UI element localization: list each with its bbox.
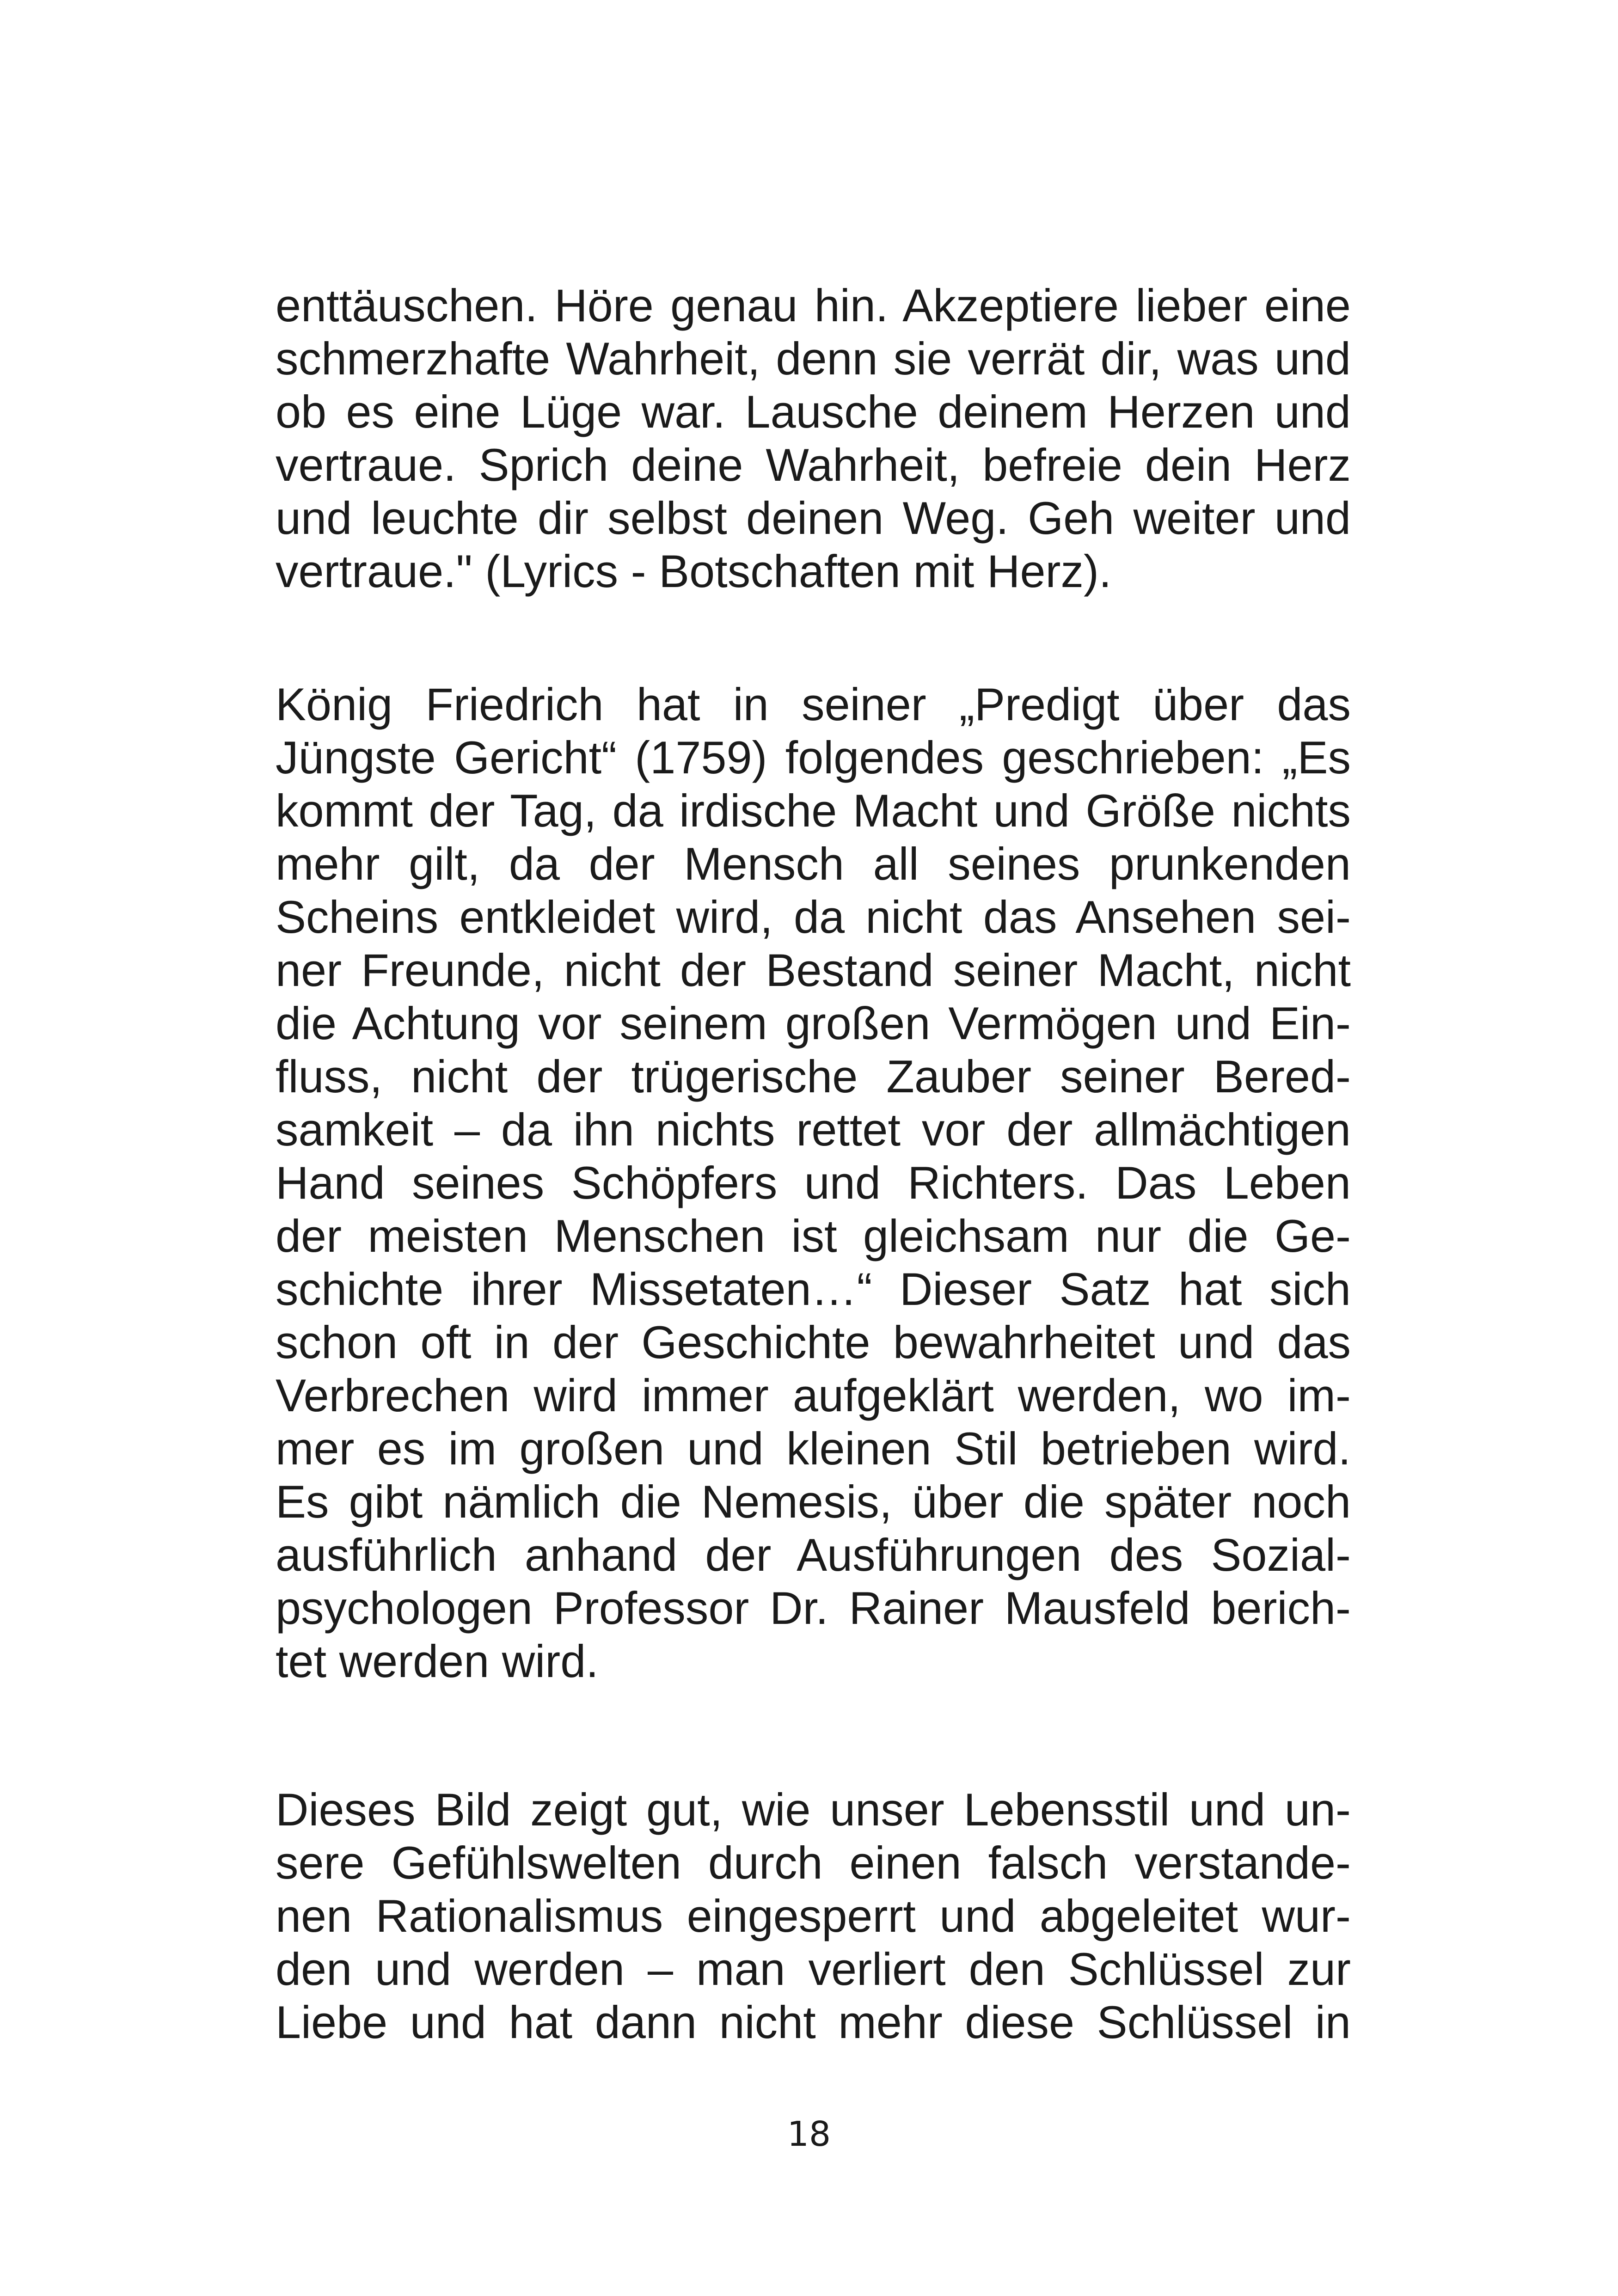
text-line: nen Rationalismus eingesperrt und abgeleitet wur- bbox=[276, 1890, 1351, 1941]
text-line: enttäuschen. Höre genau hin. Akzeptiere lieber eine bbox=[276, 280, 1351, 331]
text-line: und leuchte dir selbst deinen Weg. Geh weiter und bbox=[276, 492, 1351, 544]
text-line: samkeit – da ihn nichts rettet vor der allmächtigen bbox=[276, 1104, 1351, 1155]
text-line: sere Gefühlswelten durch einen falsch verstande- bbox=[276, 1837, 1351, 1888]
text-line: Scheins entkleidet wird, da nicht das Ansehen sei- bbox=[276, 891, 1351, 943]
text-line: kommt der Tag, da irdische Macht und Größe nichts bbox=[276, 785, 1351, 836]
page-number: 18 bbox=[787, 2114, 831, 2154]
text-line: schichte ihrer Missetaten…“ Dieser Satz hat sich bbox=[276, 1263, 1351, 1315]
text-line: Liebe und hat dann nicht mehr diese Schlüssel in bbox=[276, 1996, 1351, 2048]
text-line: die Achtung vor seinem großen Vermögen und Ein- bbox=[276, 998, 1351, 1049]
text-line: Jüngste Gericht“ (1759) folgendes geschrieben: „Es bbox=[276, 732, 1351, 783]
text-line: Dieses Bild zeigt gut, wie unser Lebensstil und un- bbox=[276, 1784, 1351, 1835]
text-line: vertraue." (Lyrics - Botschaften mit Herz). bbox=[276, 545, 1112, 597]
paragraph-koenig-friedrich bbox=[276, 678, 1351, 1688]
text-line: der meisten Menschen ist gleichsam nur die Ge- bbox=[276, 1210, 1351, 1261]
text-line: König Friedrich hat in seiner „Predigt über das bbox=[276, 679, 1351, 730]
text-line: ner Freunde, nicht der Bestand seiner Macht, nicht bbox=[276, 944, 1351, 996]
text-line: fluss, nicht der trügerische Zauber seiner Bered- bbox=[276, 1051, 1351, 1102]
text-line: ausführlich anhand der Ausführungen des Sozial- bbox=[276, 1529, 1351, 1580]
text-line: den und werden – man verliert den Schlüssel zur bbox=[276, 1943, 1351, 1995]
paragraph-lebensstil bbox=[276, 1783, 1351, 2049]
text-line: schmerzhafte Wahrheit, denn sie verrät dir, was und bbox=[276, 333, 1351, 384]
text-line: schon oft in der Geschichte bewahrheitet und das bbox=[276, 1316, 1351, 1368]
text-line: Es gibt nämlich die Nemesis, über die später noch bbox=[276, 1476, 1351, 1527]
paragraph-lyrics-quote bbox=[276, 279, 1351, 598]
text-line: Hand seines Schöpfers und Richters. Das Leben bbox=[276, 1157, 1351, 1208]
text-line: vertraue. Sprich deine Wahrheit, befreie dein Herz bbox=[276, 439, 1351, 490]
text-line: mehr gilt, da der Mensch all seines prunkenden bbox=[276, 838, 1351, 889]
text-line: mer es im großen und kleinen Stil betrieben wird. bbox=[276, 1423, 1351, 1474]
text-line: Verbrechen wird immer aufgeklärt werden, wo im- bbox=[276, 1370, 1351, 1421]
text-line: psychologen Professor Dr. Rainer Mausfeld berich- bbox=[276, 1582, 1351, 1634]
text-line: ob es eine Lüge war. Lausche deinem Herzen und bbox=[276, 386, 1351, 437]
text-line: tet werden wird. bbox=[276, 1635, 599, 1687]
